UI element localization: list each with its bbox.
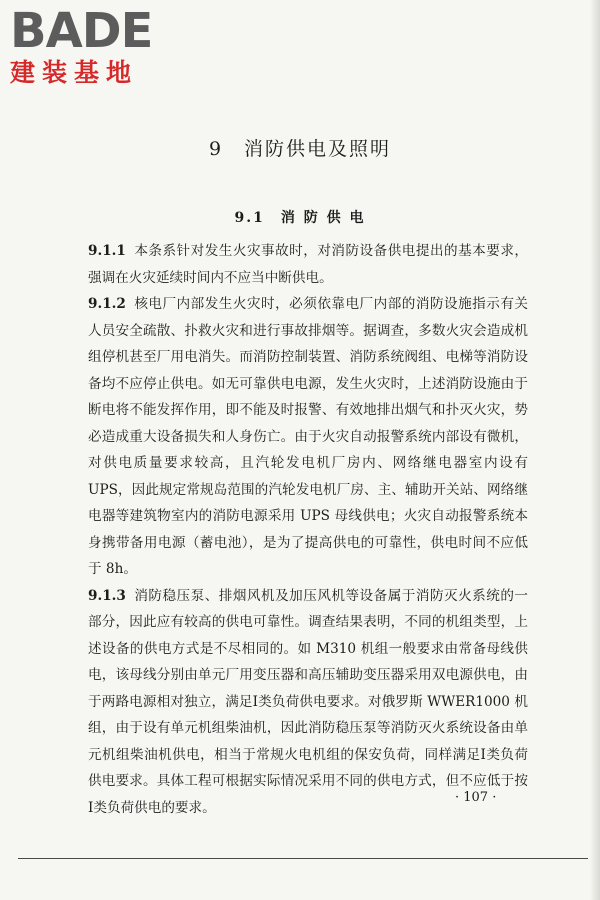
- paragraph-text: 消防稳压泵、排烟风机及加压风机等设备属于消防灭火系统的一部分，因此应有较高的供电可靠性。调查结果表明，不同的机组类型，上述设备的供电方式是不尽相同的。如 M310 机组一般要求由常备母线供电，该母线分别由单元厂用变压器和高压辅助变压器采用双电源供电，由于两路电源相对独立，满足Ⅰ类负荷供电要求。对俄罗斯 WWER1000 机组，由于设有单元机组柴油机，因此消防稳压泵等消防灭火系统设备由单元机组柴油机供电，相当于常规火电机组的保安负荷，同样满足Ⅰ类负荷供电要求。具体工程可根据实际情况采用不同的供电方式，但不应低于按Ⅰ类负荷供电的要求。: [88, 587, 528, 816]
- paragraph: [88, 583, 528, 822]
- clause-number: 9.1.3: [88, 587, 126, 604]
- clause-number: 9.1.1: [88, 243, 126, 259]
- page-number: · 107 ·: [455, 790, 497, 805]
- paragraph: [88, 238, 528, 291]
- watermark-logo: [10, 3, 153, 88]
- clause-number: 9.1.2: [88, 296, 126, 312]
- footer-rule: [18, 858, 588, 859]
- section-title: 9.1 消 防 供 电: [234, 210, 366, 226]
- paragraph: [88, 291, 528, 583]
- chapter-title: 9 消防供电及照明: [208, 138, 392, 160]
- logo-wordmark: BADE: [10, 3, 153, 59]
- body-text: [88, 238, 528, 821]
- logo-subtitle: 建装基地: [10, 58, 139, 87]
- paragraph-text: 核电厂内部发生火灾时，必须依靠电厂内部的消防设施指示有关人员安全疏散、扑救火灾和进行事故排烟等。据调查，多数火灾会造成机组停机甚至厂用电消失。而消防控制装置、消防系统阀组、电梯等消防设备均不应停止供电。如无可靠供电电源，发生火灾时，上述消防设施由于断电将不能发挥作用，即不能及时报警、有效地排出烟气和扑灭火灾，势必造成重大设备损失和人身伤亡。由于火灾自动报警系统内部设有微机，对供电质量要求较高，且汽轮发电机厂房内、网络继电器室内设有 UPS，因此规定常规岛范围的汽轮发电机厂房、主、辅助开关站、网络继电器等建筑物室内的消防电源采用 UPS 母线供电；火灾自动报警系统本身携带备用电源（蓄电池），是为了提高供电的可靠性，供电时间不应低于 8h。: [88, 296, 528, 577]
- paragraph-text: 本条系针对发生火灾事故时，对消防设备供电提出的基本要求，强调在火灾延续时间内不应当中断供电。: [88, 243, 528, 286]
